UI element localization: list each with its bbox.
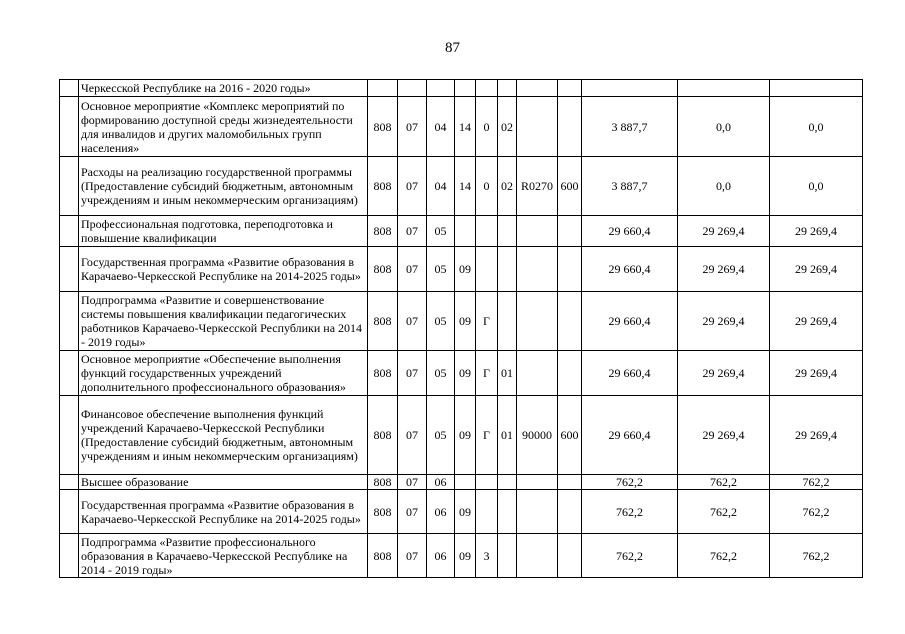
cell-sum1: 29 660,4 <box>582 292 678 351</box>
cell-sum3: 29 269,4 <box>770 396 863 475</box>
cell-rz <box>398 80 427 97</box>
cell-csr1 <box>455 80 476 97</box>
cell-vr <box>558 534 582 578</box>
cell-csr1: 09 <box>455 534 476 578</box>
cell-rz: 07 <box>398 216 427 247</box>
cell-csr4: 90000 <box>517 396 558 475</box>
cell-name: Подпрограмма «Развитие и совершенствование системы повышения квалификации педагогических работников Карачаево-Черкесской Республики на 2014 - 2019 годы» <box>79 292 368 351</box>
cell-csr2: 0 <box>476 97 498 157</box>
row-lead-cell <box>60 247 79 292</box>
table-row <box>60 97 863 157</box>
cell-name: Профессиональная подготовка, переподготовка и повышение квалификации <box>79 216 368 247</box>
row-lead-cell <box>60 475 79 490</box>
cell-csr3 <box>498 534 517 578</box>
cell-sum2: 762,2 <box>678 534 770 578</box>
cell-sum3: 29 269,4 <box>770 351 863 396</box>
cell-csr4 <box>517 351 558 396</box>
cell-csr2 <box>476 247 498 292</box>
table-row <box>60 534 863 578</box>
cell-csr2 <box>476 216 498 247</box>
row-lead-cell <box>60 80 79 97</box>
cell-pr: 05 <box>427 292 455 351</box>
cell-csr4 <box>517 292 558 351</box>
cell-sum3: 762,2 <box>770 534 863 578</box>
cell-sum2: 29 269,4 <box>678 351 770 396</box>
row-lead-cell <box>60 157 79 216</box>
table-body <box>60 80 863 578</box>
cell-name: Подпрограмма «Развитие профессионального образования в Карачаево-Черкесской Республике на 2014 - 2019 годы» <box>79 534 368 578</box>
cell-csr2: Г <box>476 292 498 351</box>
cell-vr <box>558 97 582 157</box>
cell-rz: 07 <box>398 475 427 490</box>
cell-rz: 07 <box>398 351 427 396</box>
cell-vr <box>558 490 582 534</box>
cell-rz: 07 <box>398 396 427 475</box>
row-lead-cell <box>60 97 79 157</box>
cell-csr3 <box>498 490 517 534</box>
cell-vr <box>558 475 582 490</box>
cell-csr2 <box>476 490 498 534</box>
cell-csr4 <box>517 247 558 292</box>
cell-rz: 07 <box>398 292 427 351</box>
table-row <box>60 157 863 216</box>
cell-sum2: 29 269,4 <box>678 216 770 247</box>
cell-sum3: 29 269,4 <box>770 292 863 351</box>
table-row <box>60 216 863 247</box>
cell-pr: 06 <box>427 475 455 490</box>
cell-csr1: 09 <box>455 247 476 292</box>
cell-rz: 07 <box>398 534 427 578</box>
cell-ved: 808 <box>368 247 398 292</box>
row-lead-cell <box>60 534 79 578</box>
row-lead-cell <box>60 351 79 396</box>
cell-sum2: 762,2 <box>678 490 770 534</box>
cell-csr2 <box>476 80 498 97</box>
cell-sum1: 29 660,4 <box>582 216 678 247</box>
cell-csr1 <box>455 216 476 247</box>
cell-csr3 <box>498 216 517 247</box>
table-row <box>60 475 863 490</box>
cell-sum1: 3 887,7 <box>582 97 678 157</box>
budget-table <box>59 79 863 578</box>
cell-name: Основное мероприятие «Комплекс мероприятий по формированию доступной среды жизнедеятельности для инвалидов и других маломобильных групп населения» <box>79 97 368 157</box>
cell-csr3: 02 <box>498 157 517 216</box>
cell-csr3 <box>498 247 517 292</box>
cell-name: Основное мероприятие «Обеспечение выполнения функций государственных учреждений дополнительного профессионального образования» <box>79 351 368 396</box>
cell-vr <box>558 80 582 97</box>
cell-csr2: 3 <box>476 534 498 578</box>
cell-vr <box>558 216 582 247</box>
cell-ved: 808 <box>368 351 398 396</box>
cell-vr <box>558 351 582 396</box>
cell-rz: 07 <box>398 490 427 534</box>
cell-sum1 <box>582 80 678 97</box>
cell-name: Расходы на реализацию государственной программы (Предоставление субсидий бюджетным, автономным учреждениям и иным некоммерческим организациям) <box>79 157 368 216</box>
cell-name: Государственная программа «Развитие образования в Карачаево-Черкесской Республике на 2014-2025 годы» <box>79 247 368 292</box>
cell-name: Финансовое обеспечение выполнения функций учреждений Карачаево-Черкесской Республики (Предоставление субсидий бюджетным, автономным учреждениям и иным некоммерческим организациям) <box>79 396 368 475</box>
cell-sum2 <box>678 80 770 97</box>
cell-sum1: 762,2 <box>582 475 678 490</box>
row-lead-cell <box>60 216 79 247</box>
cell-csr1: 14 <box>455 97 476 157</box>
cell-sum1: 3 887,7 <box>582 157 678 216</box>
cell-csr1: 09 <box>455 490 476 534</box>
cell-pr: 05 <box>427 396 455 475</box>
cell-pr: 05 <box>427 216 455 247</box>
table-row <box>60 396 863 475</box>
table-row <box>60 351 863 396</box>
cell-csr3: 01 <box>498 351 517 396</box>
cell-ved: 808 <box>368 157 398 216</box>
cell-csr3: 02 <box>498 97 517 157</box>
cell-csr4 <box>517 475 558 490</box>
cell-sum3: 29 269,4 <box>770 247 863 292</box>
cell-name: Государственная программа «Развитие образования в Карачаево-Черкесской Республике на 2014-2025 годы» <box>79 490 368 534</box>
cell-sum2: 29 269,4 <box>678 292 770 351</box>
row-lead-cell <box>60 490 79 534</box>
cell-csr4 <box>517 80 558 97</box>
cell-name: Высшее образование <box>79 475 368 490</box>
cell-vr: 600 <box>558 396 582 475</box>
cell-rz: 07 <box>398 97 427 157</box>
cell-ved <box>368 80 398 97</box>
cell-pr: 04 <box>427 157 455 216</box>
cell-ved: 808 <box>368 216 398 247</box>
cell-rz: 07 <box>398 247 427 292</box>
cell-csr2: Г <box>476 351 498 396</box>
cell-csr4 <box>517 534 558 578</box>
cell-ved: 808 <box>368 292 398 351</box>
cell-sum3: 0,0 <box>770 157 863 216</box>
cell-pr <box>427 80 455 97</box>
cell-sum1: 29 660,4 <box>582 396 678 475</box>
table-row <box>60 247 863 292</box>
cell-sum2: 29 269,4 <box>678 247 770 292</box>
cell-csr3: 01 <box>498 396 517 475</box>
cell-sum2: 0,0 <box>678 157 770 216</box>
cell-pr: 04 <box>427 97 455 157</box>
cell-csr3 <box>498 80 517 97</box>
cell-csr3 <box>498 475 517 490</box>
cell-sum3 <box>770 80 863 97</box>
cell-pr: 06 <box>427 490 455 534</box>
row-lead-cell <box>60 396 79 475</box>
cell-sum2: 0,0 <box>678 97 770 157</box>
cell-csr2: 0 <box>476 157 498 216</box>
cell-sum1: 762,2 <box>582 490 678 534</box>
cell-csr4 <box>517 97 558 157</box>
cell-csr4 <box>517 216 558 247</box>
cell-sum2: 762,2 <box>678 475 770 490</box>
cell-vr: 600 <box>558 157 582 216</box>
cell-csr1 <box>455 475 476 490</box>
row-lead-cell <box>60 292 79 351</box>
table-row <box>60 80 863 97</box>
cell-csr2 <box>476 475 498 490</box>
cell-sum2: 29 269,4 <box>678 396 770 475</box>
cell-csr1: 09 <box>455 292 476 351</box>
cell-csr2: Г <box>476 396 498 475</box>
cell-vr <box>558 247 582 292</box>
cell-pr: 06 <box>427 534 455 578</box>
table-row <box>60 292 863 351</box>
cell-sum3: 0,0 <box>770 97 863 157</box>
cell-csr4: R0270 <box>517 157 558 216</box>
cell-csr4 <box>517 490 558 534</box>
cell-vr <box>558 292 582 351</box>
cell-ved: 808 <box>368 475 398 490</box>
cell-sum1: 762,2 <box>582 534 678 578</box>
cell-rz: 07 <box>398 157 427 216</box>
cell-sum3: 762,2 <box>770 475 863 490</box>
cell-ved: 808 <box>368 534 398 578</box>
cell-csr1: 09 <box>455 351 476 396</box>
cell-sum1: 29 660,4 <box>582 351 678 396</box>
cell-csr1: 14 <box>455 157 476 216</box>
cell-sum3: 29 269,4 <box>770 216 863 247</box>
cell-ved: 808 <box>368 490 398 534</box>
cell-pr: 05 <box>427 351 455 396</box>
cell-ved: 808 <box>368 396 398 475</box>
cell-ved: 808 <box>368 97 398 157</box>
cell-sum3: 762,2 <box>770 490 863 534</box>
cell-csr3 <box>498 292 517 351</box>
cell-sum1: 29 660,4 <box>582 247 678 292</box>
cell-csr1: 09 <box>455 396 476 475</box>
cell-name: Черкесской Республике на 2016 - 2020 годы» <box>79 80 368 97</box>
page-number: 87 <box>445 40 460 56</box>
cell-pr: 05 <box>427 247 455 292</box>
table-row <box>60 490 863 534</box>
